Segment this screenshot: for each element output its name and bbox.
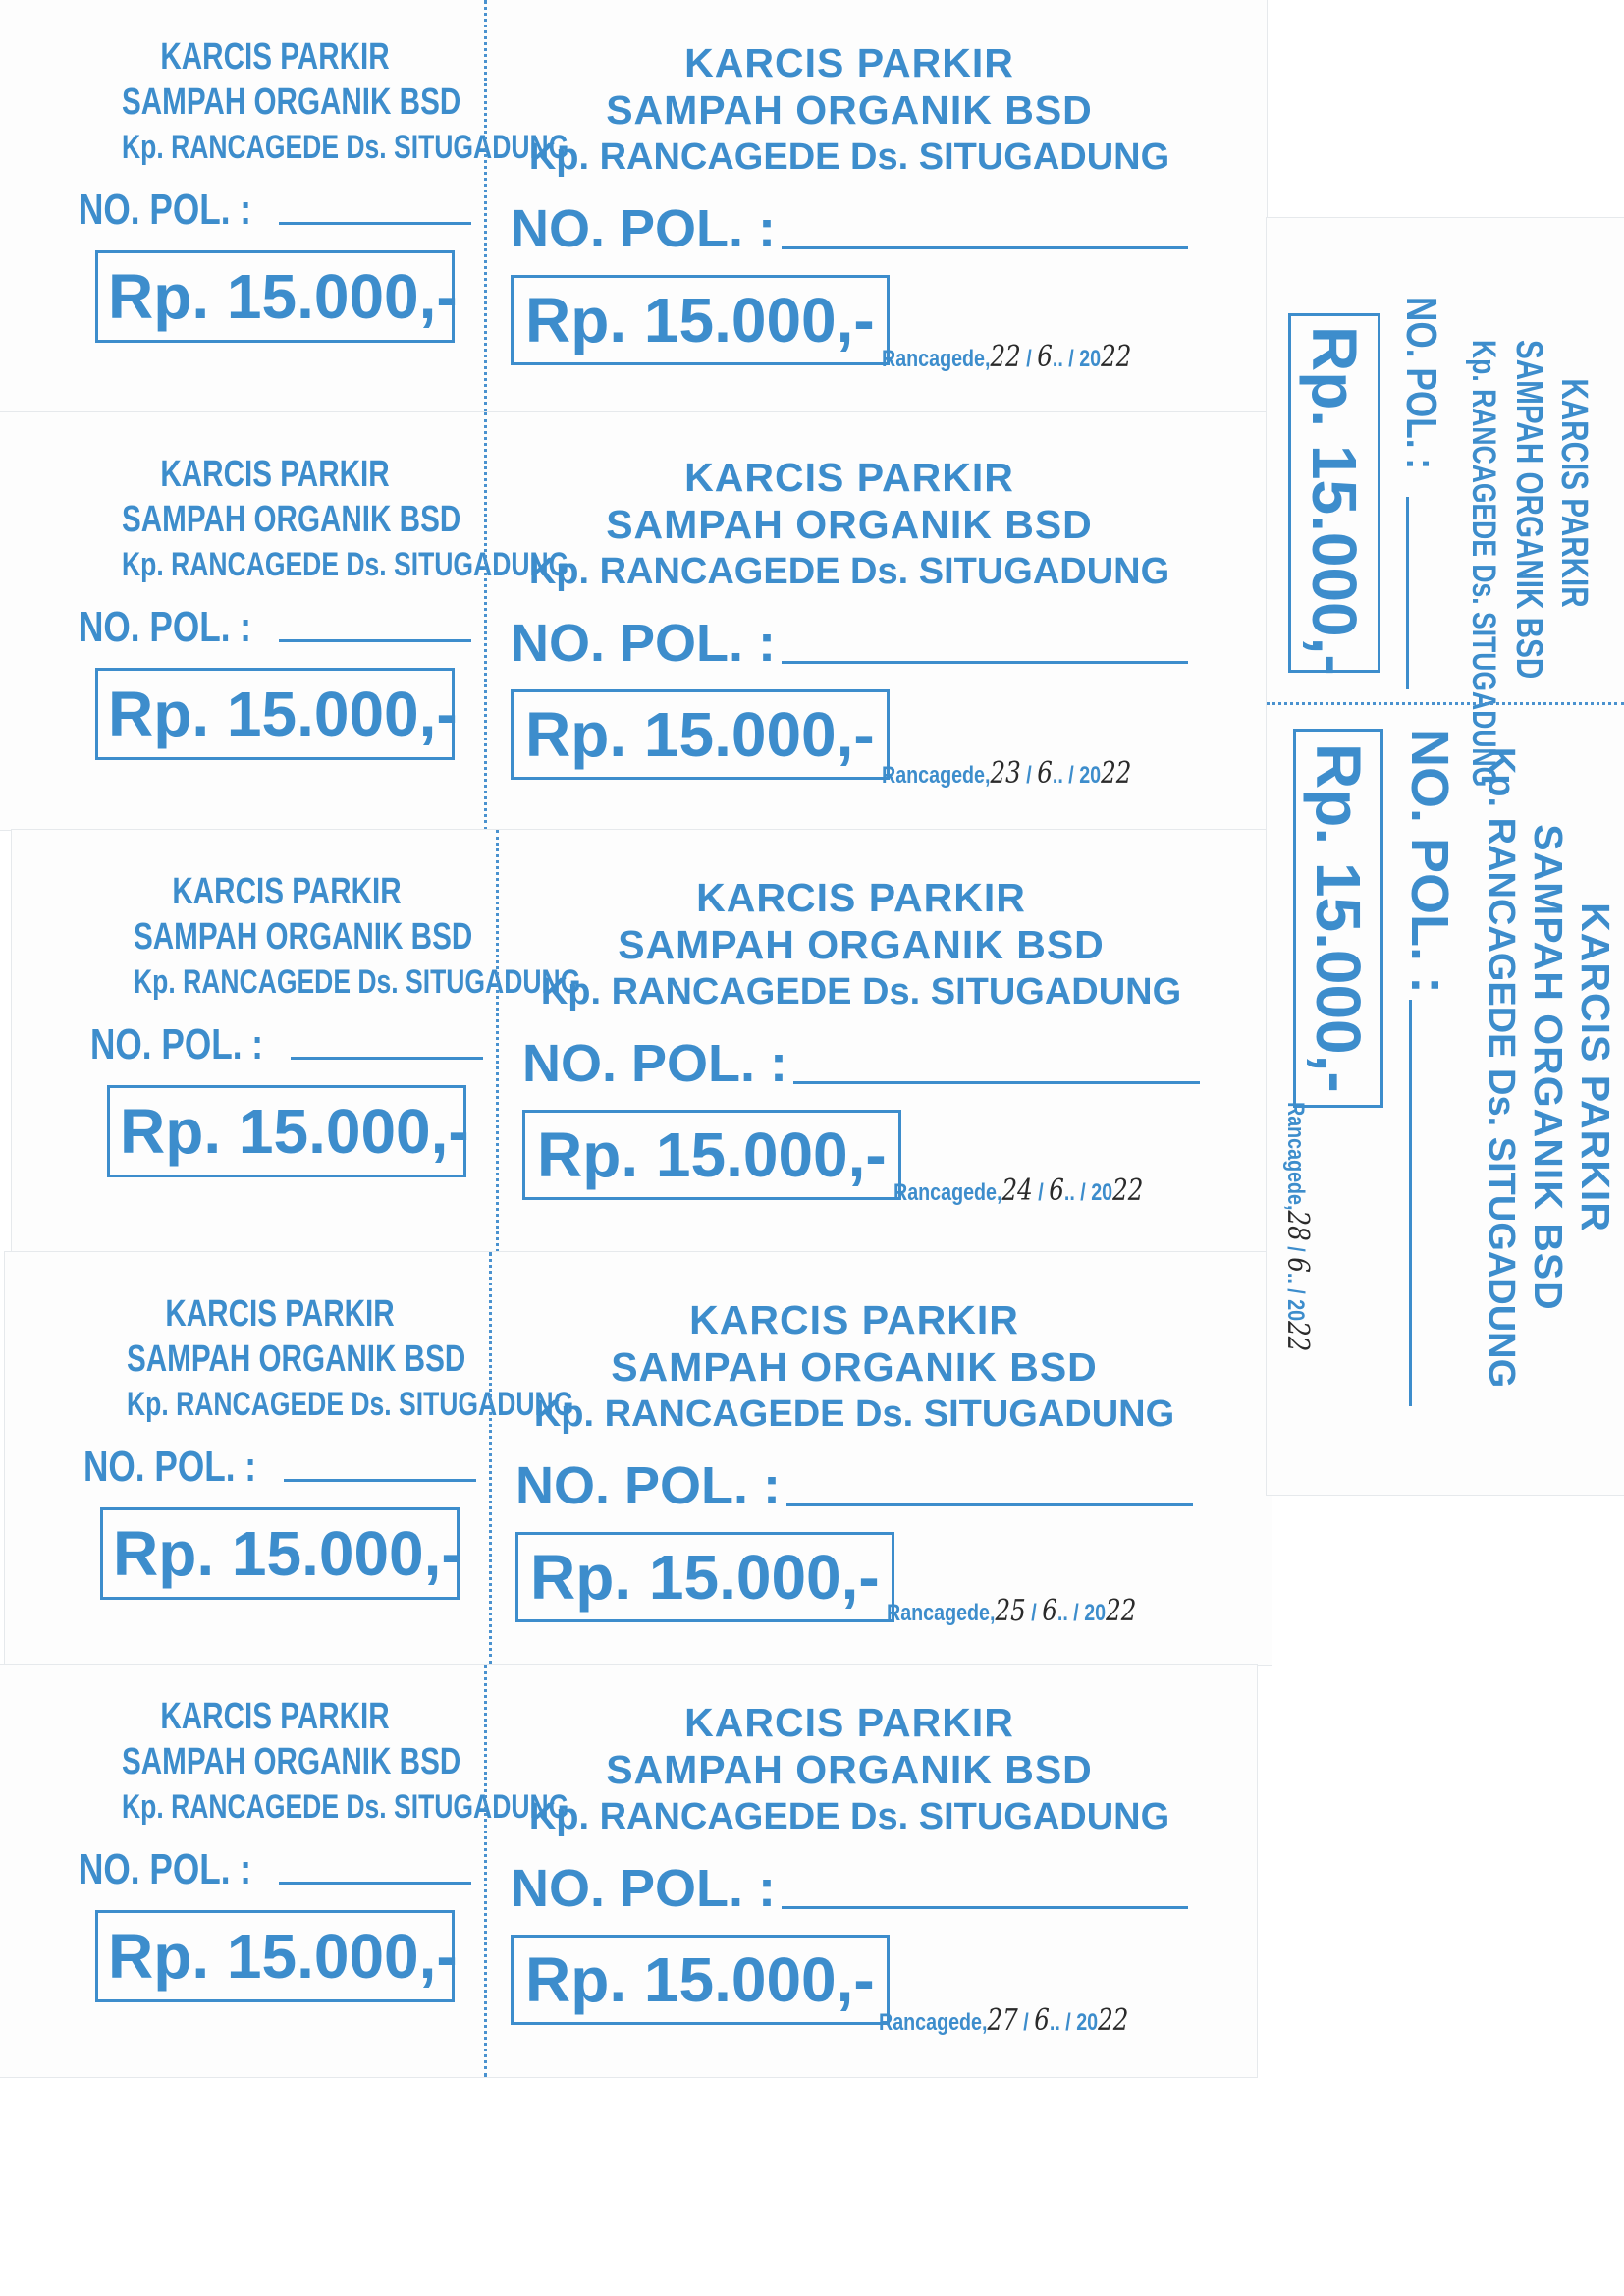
perforation — [484, 1665, 487, 2077]
date-month: 6 — [1037, 756, 1053, 791]
stub-nopol-line — [279, 639, 471, 642]
main-nopol — [522, 1033, 1200, 1094]
date-line: Rancagede,25 / 6.. / 2022 — [887, 1594, 1137, 1628]
date-line: Rancagede,23 / 6.. / 2022 — [882, 756, 1132, 791]
main-org: SAMPAH ORGANIK BSD — [606, 1747, 1093, 1792]
stub-address: Kp. RANCAGEDE Ds. SITUGADUNG — [122, 1788, 569, 1826]
date-month: 6 — [1280, 1257, 1315, 1273]
date-place: Rancagede, — [882, 762, 991, 789]
perforation — [489, 1252, 492, 1665]
date-month: 6 — [1049, 1174, 1064, 1208]
ticket-main — [511, 39, 1188, 365]
date-year-suffix: 22 — [1098, 2003, 1129, 2038]
main-price: Rp. 15.000,- — [511, 689, 890, 780]
ticket-stub — [83, 1291, 574, 1600]
stub-title: KARCIS PARKIR — [160, 454, 390, 495]
stub-address: Kp. RANCAGEDE Ds. SITUGADUNG — [122, 546, 569, 583]
stub-nopol-label: NO. POL. : — [79, 603, 251, 651]
rotated-ticket — [1267, 218, 1624, 1495]
ticket-main — [1293, 729, 1619, 1406]
stub-price: Rp. 15.000,- — [95, 1910, 455, 2002]
main-nopol — [511, 1858, 1188, 1919]
ticket-main — [515, 1296, 1193, 1622]
ticket-main — [511, 1699, 1188, 2025]
main-org: SAMPAH ORGANIK BSD — [606, 502, 1093, 547]
stub-nopol — [1396, 297, 1445, 689]
date-year-suffix: 22 — [1280, 1321, 1315, 1352]
date-place: Rancagede, — [882, 346, 991, 372]
ticket-stub — [79, 452, 569, 760]
stub-title: KARCIS PARKIR — [160, 1696, 390, 1737]
date-line: Rancagede,27 / 6.. / 2022 — [879, 2003, 1129, 2038]
stub-price: Rp. 15.000,- — [95, 250, 455, 343]
stub-title: KARCIS PARKIR — [172, 871, 402, 912]
main-title: KARCIS PARKIR — [689, 1297, 1019, 1342]
ticket-main — [511, 454, 1188, 780]
main-nopol-line — [793, 1081, 1200, 1084]
date-year-prefix: 20 — [1282, 1299, 1309, 1322]
stub-nopol-label: NO. POL. : — [83, 1443, 256, 1491]
stub-org: SAMPAH ORGANIK BSD — [127, 1339, 466, 1380]
date-place: Rancagede, — [893, 1179, 1002, 1206]
date-year-prefix: 20 — [1079, 346, 1102, 372]
main-org: SAMPAH ORGANIK BSD — [611, 1344, 1098, 1390]
main-org: SAMPAH ORGANIK BSD — [606, 87, 1093, 133]
stub-address: Kp. RANCAGEDE Ds. SITUGADUNG — [1465, 340, 1502, 788]
stub-title: KARCIS PARKIR — [165, 1293, 395, 1335]
main-address: Kp. RANCAGEDE Ds. SITUGADUNG — [1481, 746, 1522, 1389]
stub-nopol-line — [279, 1882, 471, 1885]
main-org: SAMPAH ORGANIK BSD — [618, 922, 1105, 967]
date-year-suffix: 22 — [1112, 1174, 1144, 1208]
ticket-stub — [1288, 297, 1597, 788]
stub-address: Kp. RANCAGEDE Ds. SITUGADUNG — [134, 963, 581, 1001]
stub-nopol — [79, 603, 471, 652]
stub-price: Rp. 15.000,- — [1288, 313, 1380, 673]
date-place: Rancagede, — [1282, 1102, 1309, 1211]
main-title: KARCIS PARKIR — [684, 455, 1014, 500]
stub-nopol-label: NO. POL. : — [1397, 297, 1445, 469]
stub-org: SAMPAH ORGANIK BSD — [1508, 340, 1549, 680]
main-price: Rp. 15.000,- — [515, 1532, 894, 1622]
main-price: Rp. 15.000,- — [1293, 729, 1383, 1108]
stub-nopol-line — [279, 222, 471, 225]
main-nopol-label: NO. POL. : — [522, 1034, 787, 1093]
main-nopol — [511, 198, 1188, 259]
stub-price: Rp. 15.000,- — [95, 668, 455, 760]
date-place: Rancagede, — [887, 1600, 996, 1626]
date-day: 22 — [990, 340, 1021, 374]
date-day: 25 — [995, 1594, 1026, 1628]
date-place: Rancagede, — [879, 2009, 988, 2036]
date-line: Rancagede,28 / 6.. / 2022 — [1280, 1102, 1315, 1352]
stub-nopol-line — [284, 1479, 476, 1482]
main-nopol-line — [1409, 1000, 1412, 1406]
main-nopol-label: NO. POL. : — [515, 1456, 781, 1515]
main-org: SAMPAH ORGANIK BSD — [1526, 824, 1571, 1311]
perforation — [496, 830, 499, 1252]
main-nopol-line — [782, 1906, 1188, 1909]
stub-nopol — [79, 186, 471, 235]
date-day: 23 — [990, 756, 1021, 791]
ticket-stub — [79, 34, 569, 343]
stub-nopol-line — [1406, 497, 1409, 689]
perforation — [1267, 702, 1624, 705]
main-nopol-line — [782, 661, 1188, 664]
main-title: KARCIS PARKIR — [1573, 902, 1618, 1232]
stub-nopol-label: NO. POL. : — [79, 1845, 251, 1893]
stub-address: Kp. RANCAGEDE Ds. SITUGADUNG — [122, 129, 569, 166]
main-nopol — [515, 1455, 1193, 1516]
main-address: Kp. RANCAGEDE Ds. SITUGADUNG — [528, 551, 1170, 592]
main-nopol-line — [786, 1503, 1193, 1506]
stub-nopol-label: NO. POL. : — [90, 1020, 263, 1068]
date-month: 6 — [1037, 340, 1053, 374]
date-line: Rancagede,22 / 6.. / 2022 — [882, 340, 1132, 374]
perforation — [484, 412, 487, 830]
stub-org: SAMPAH ORGANIK BSD — [122, 499, 461, 540]
main-address: Kp. RANCAGEDE Ds. SITUGADUNG — [528, 1796, 1170, 1837]
main-nopol-label: NO. POL. : — [511, 1859, 776, 1918]
stub-org: SAMPAH ORGANIK BSD — [122, 82, 461, 123]
date-month: 6 — [1042, 1594, 1057, 1628]
main-nopol-label: NO. POL. : — [511, 614, 776, 673]
stub-title: KARCIS PARKIR — [160, 36, 390, 78]
stub-nopol — [79, 1845, 471, 1894]
stub-nopol — [90, 1020, 483, 1069]
main-nopol-line — [782, 246, 1188, 249]
ticket-stub — [79, 1694, 569, 2002]
main-price: Rp. 15.000,- — [522, 1110, 901, 1200]
date-day: 27 — [987, 2003, 1018, 2038]
stub-price: Rp. 15.000,- — [107, 1085, 466, 1177]
main-nopol-label: NO. POL. : — [511, 199, 776, 258]
stub-org: SAMPAH ORGANIK BSD — [134, 916, 473, 957]
ticket-stub — [90, 869, 581, 1177]
date-year-prefix: 20 — [1079, 762, 1102, 789]
date-year-suffix: 22 — [1101, 340, 1132, 374]
main-address: Kp. RANCAGEDE Ds. SITUGADUNG — [540, 971, 1182, 1012]
main-nopol — [1399, 729, 1460, 1406]
stub-nopol — [83, 1443, 476, 1492]
date-day: 28 — [1280, 1210, 1315, 1241]
date-line: Rancagede,24 / 6.. / 2022 — [893, 1174, 1144, 1208]
date-year-prefix: 20 — [1091, 1179, 1113, 1206]
stub-title: KARCIS PARKIR — [1553, 378, 1595, 608]
stub-nopol-label: NO. POL. : — [79, 186, 251, 234]
stub-nopol-line — [291, 1057, 483, 1060]
main-address: Kp. RANCAGEDE Ds. SITUGADUNG — [533, 1394, 1175, 1435]
main-title: KARCIS PARKIR — [696, 875, 1026, 920]
perforation — [484, 0, 487, 412]
main-price: Rp. 15.000,- — [511, 1935, 890, 2025]
stub-address: Kp. RANCAGEDE Ds. SITUGADUNG — [127, 1386, 574, 1423]
date-year-prefix: 20 — [1076, 2009, 1099, 2036]
stub-price: Rp. 15.000,- — [100, 1507, 460, 1600]
date-year-suffix: 22 — [1101, 756, 1132, 791]
date-year-suffix: 22 — [1106, 1594, 1137, 1628]
date-year-prefix: 20 — [1084, 1600, 1107, 1626]
stub-org: SAMPAH ORGANIK BSD — [122, 1741, 461, 1782]
date-month: 6 — [1034, 2003, 1050, 2038]
main-title: KARCIS PARKIR — [684, 40, 1014, 85]
main-nopol — [511, 613, 1188, 674]
date-day: 24 — [1001, 1174, 1033, 1208]
main-nopol-label: NO. POL. : — [1400, 729, 1459, 994]
ticket-main — [522, 874, 1200, 1200]
main-address: Kp. RANCAGEDE Ds. SITUGADUNG — [528, 137, 1170, 178]
main-price: Rp. 15.000,- — [511, 275, 890, 365]
main-title: KARCIS PARKIR — [684, 1700, 1014, 1745]
